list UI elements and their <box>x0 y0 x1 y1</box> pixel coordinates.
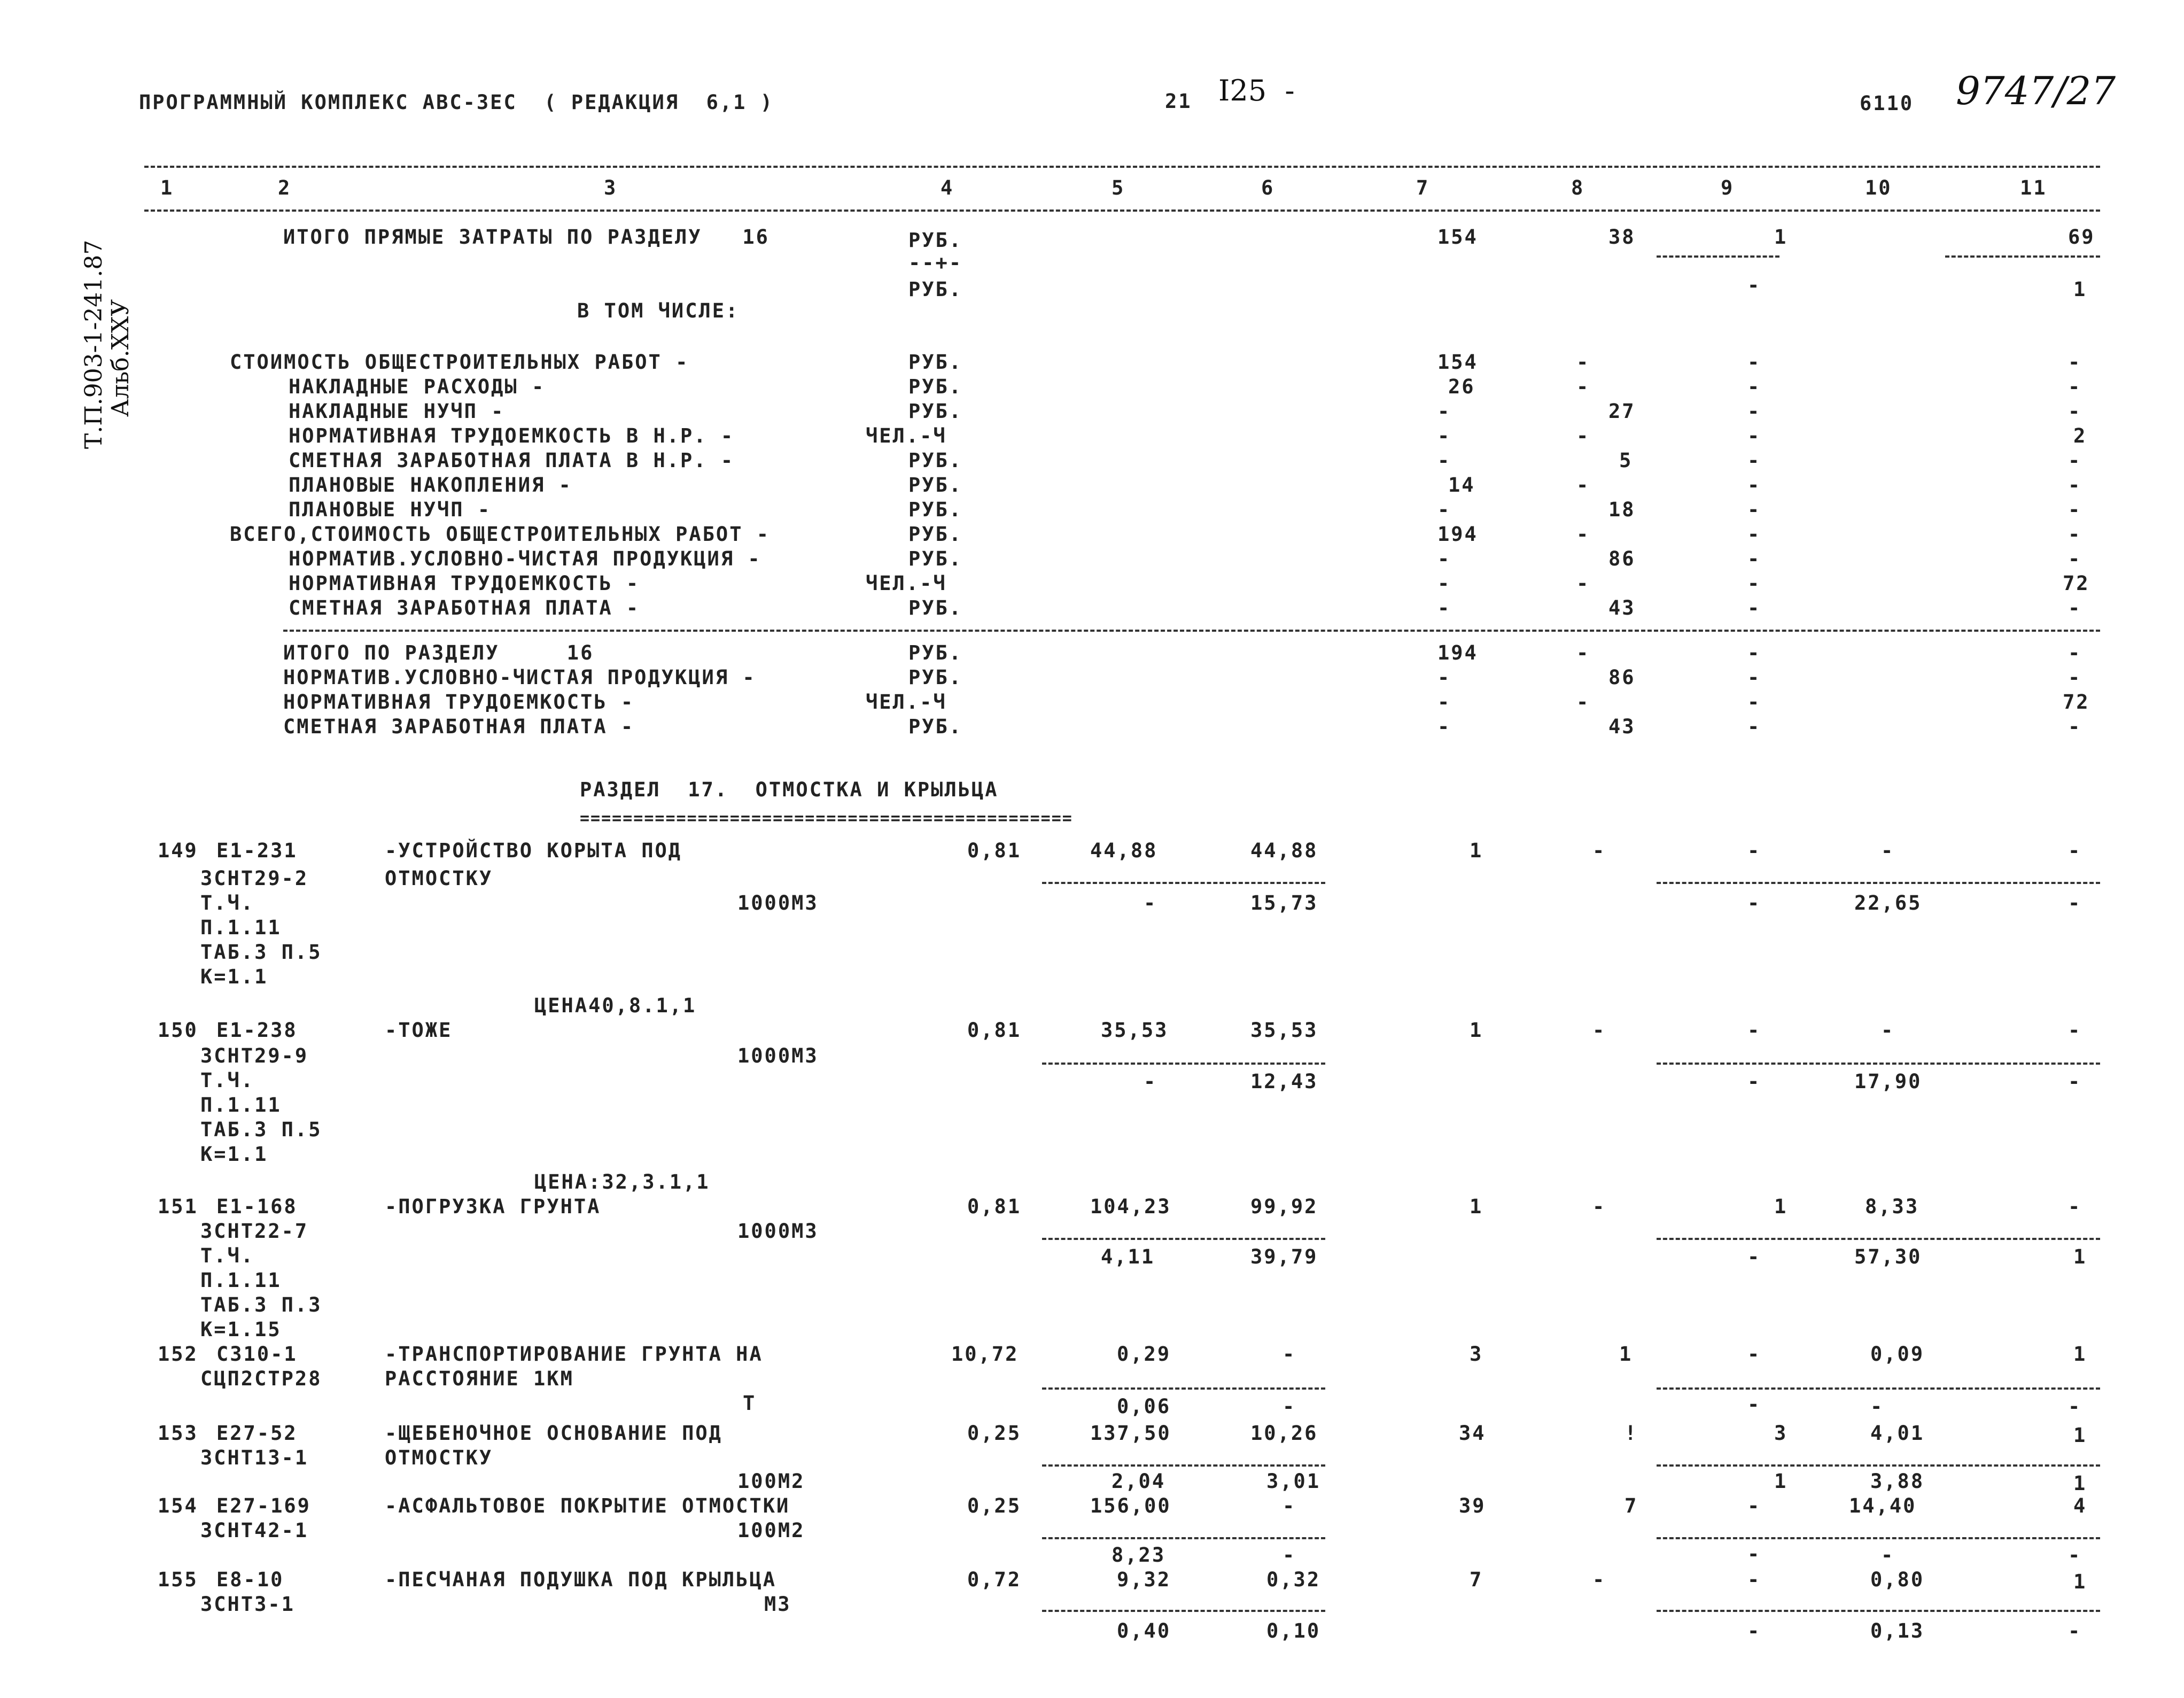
entry-c10-sub: 57,30 <box>1854 1245 1922 1268</box>
cost-line-label: ПЛАНОВЫЕ НУЧП - <box>289 498 492 521</box>
album-stamp <box>80 203 139 449</box>
entry-c8: 7 <box>1625 1494 1638 1517</box>
col-header-3: 3 <box>604 176 618 199</box>
unit: РУБ. <box>908 666 963 689</box>
unit: РУБ. <box>908 641 963 664</box>
program-title: ПРОГРАММНЫЙ КОМПЛЕКС АВС-ЗЕС ( РЕДАКЦИЯ 6,1 ) <box>139 91 774 114</box>
entry-c10: 0,09 <box>1870 1343 1925 1366</box>
entry-c11: - <box>2068 839 2082 862</box>
cell-c7: - <box>1437 691 1451 714</box>
entry-basis: ЗСНТ22-7 <box>200 1220 309 1243</box>
cost-line-label: НОРМАТИВНАЯ ТРУДОЕМКОСТЬ - <box>283 691 635 714</box>
cost-line-label: ВСЕГО,СТОИМОСТЬ ОБЩЕСТРОИТЕЛЬНЫХ РАБОТ - <box>230 523 771 546</box>
entry-description: -УСТРОЙСТВО КОРЫТА ПОД <box>385 839 682 862</box>
entry-quantity: 0,25 <box>967 1494 1022 1517</box>
entry-c10-sub: 3,88 <box>1870 1470 1925 1493</box>
entry-c5: 9,32 <box>1117 1568 1171 1591</box>
cell-c9: - <box>1747 596 1761 619</box>
cell-c8: 86 <box>1608 666 1636 689</box>
cell-c8: 5 <box>1619 449 1633 472</box>
cell-c8: - <box>1576 474 1590 497</box>
entry-c6-sub: 12,43 <box>1250 1070 1318 1093</box>
entry-c11: - <box>2068 1019 2082 1042</box>
unit: РУБ. <box>908 278 963 301</box>
entry-c11: 1 <box>2073 1424 2087 1447</box>
unit: РУБ. <box>908 375 963 398</box>
entry-c5-sub: 4,11 <box>1101 1245 1155 1268</box>
col-header-6: 6 <box>1261 176 1275 199</box>
unit: РУБ. <box>908 229 963 252</box>
entry-c5-sub: - <box>1144 891 1157 914</box>
cell-c7: - <box>1437 498 1451 521</box>
entry-basis: ЗСНТ29-2 <box>200 867 309 890</box>
entry-note: П.1.11 <box>200 1269 282 1292</box>
entry-c8: - <box>1592 1019 1606 1042</box>
entry-c7: 1 <box>1470 839 1483 862</box>
cell-c8: 86 <box>1608 547 1636 570</box>
rule <box>1042 1063 1325 1065</box>
cost-line-label: ПЛАНОВЫЕ НАКОПЛЕНИЯ - <box>289 474 572 497</box>
entry-note: Т.Ч. <box>200 891 255 914</box>
entry-code: Е8-10 <box>216 1568 284 1591</box>
cell-c11: - <box>2068 596 2082 619</box>
entry-c10: - <box>1881 1019 1895 1042</box>
cost-line-label: СМЕТНАЯ ЗАРАБОТНАЯ ПЛАТА - <box>289 596 640 619</box>
header-bottom-rule <box>144 210 2100 212</box>
entry-c8: - <box>1592 1195 1606 1218</box>
unit: ЧЕЛ.-Ч <box>866 691 947 714</box>
unit-separator: --+- <box>908 251 963 274</box>
cell-c8: 43 <box>1608 715 1636 738</box>
handwritten-reference: 9747/27 <box>1956 68 2116 113</box>
entry-c5: 35,53 <box>1101 1019 1169 1042</box>
entry-c6: 99,92 <box>1250 1195 1318 1218</box>
entry-c6: 10,26 <box>1250 1422 1318 1445</box>
cost-line-label: НОРМАТИВ.УСЛОВНО-ЧИСТАЯ ПРОДУКЦИЯ - <box>283 666 756 689</box>
entry-unit: 100М2 <box>737 1519 805 1542</box>
entry-unit: Т <box>743 1392 757 1415</box>
col-header-10: 10 <box>1865 176 1892 199</box>
entry-c9-sub: - <box>1747 1245 1761 1268</box>
rule <box>1042 1387 1325 1390</box>
cell-c11: - <box>2068 666 2082 689</box>
entry-c8: ! <box>1625 1422 1638 1445</box>
entry-c5: 44,88 <box>1090 839 1158 862</box>
entry-c6-sub: 39,79 <box>1250 1245 1318 1268</box>
entry-note: К=1.1 <box>200 1143 268 1166</box>
entry-number: 152 <box>158 1343 198 1366</box>
col-header-2: 2 <box>278 176 292 199</box>
cell-c7: 194 <box>1437 523 1478 546</box>
unit: ЧЕЛ.-Ч <box>866 572 947 595</box>
entry-note: П.1.11 <box>200 1094 282 1117</box>
cell-c9: - <box>1747 375 1761 398</box>
rule <box>1657 1387 2100 1390</box>
unit: РУБ. <box>908 400 963 423</box>
page-number: I25 - <box>1218 74 1295 107</box>
rule <box>1657 255 1779 258</box>
cost-line-label: НОРМАТИВ.УСЛОВНО-ЧИСТАЯ ПРОДУКЦИЯ - <box>289 547 761 570</box>
entry-c9: - <box>1747 1494 1761 1517</box>
cell-c9: - <box>1747 715 1761 738</box>
entry-c9-sub: - <box>1747 1619 1761 1642</box>
entry-c10: 4,01 <box>1870 1422 1925 1445</box>
rule <box>1657 1063 2100 1065</box>
entry-quantity: 0,25 <box>967 1422 1022 1445</box>
cell-c9: - <box>1747 523 1761 546</box>
rule <box>1657 1610 2100 1612</box>
entry-code: Е1-231 <box>216 839 298 862</box>
page-mark: 21 <box>1165 90 1192 113</box>
entry-basis: ЗСНТ42-1 <box>200 1519 309 1542</box>
unit: РУБ. <box>908 474 963 497</box>
entry-c6-sub: - <box>1283 1395 1296 1418</box>
cell-c8: - <box>1576 351 1590 374</box>
entry-description: ОТМОСТКУ <box>385 1446 493 1469</box>
cell-c11: - <box>2068 715 2082 738</box>
cell-c8: 43 <box>1608 596 1636 619</box>
cell-c11: - <box>2068 474 2082 497</box>
entry-c5-sub: 8,23 <box>1112 1544 1166 1567</box>
rule <box>1042 1537 1325 1539</box>
entry-description: -ТОЖЕ <box>385 1019 453 1042</box>
cell-c11: - <box>2068 351 2082 374</box>
entry-number: 154 <box>158 1494 198 1517</box>
entry-c9: 3 <box>1774 1422 1788 1445</box>
entry-c5-sub: 2,04 <box>1112 1470 1166 1493</box>
entry-c8: - <box>1592 839 1606 862</box>
entry-quantity: 0,72 <box>967 1568 1022 1591</box>
cell-c11: - <box>2068 449 2082 472</box>
cell-c11: - <box>2068 375 2082 398</box>
total-direct-costs-label: ИТОГО ПРЯМЫЕ ЗАТРАТЫ ПО РАЗДЕЛУ 16 <box>283 226 770 249</box>
entry-c11-sub: - <box>2068 1395 2082 1418</box>
cell-c11: - <box>2068 400 2082 423</box>
cell-c11: - <box>2068 523 2082 546</box>
entry-c10-sub: 22,65 <box>1854 891 1922 914</box>
entry-c11: 4 <box>2073 1494 2087 1517</box>
entry-note: ТАБ.3 П.5 <box>200 941 322 964</box>
entry-c9: - <box>1747 1019 1761 1042</box>
cell-c8: - <box>1576 523 1590 546</box>
section-17-underline: ============================================== <box>580 809 1073 828</box>
entry-note: Т.Ч. <box>200 1069 255 1092</box>
cell-c9: - <box>1747 498 1761 521</box>
entry-description: ОТМОСТКУ <box>385 867 493 890</box>
unit: РУБ. <box>908 523 963 546</box>
entry-description: РАССТОЯНИЕ 1КМ <box>385 1367 574 1390</box>
rule <box>1657 882 2100 884</box>
entry-c9-sub: - <box>1747 1070 1761 1093</box>
cell-c7: - <box>1437 424 1451 447</box>
entry-c9: - <box>1747 839 1761 862</box>
cell-c9: - <box>1747 547 1761 570</box>
entry-unit: 1000М3 <box>737 1044 819 1067</box>
cell-c8: 18 <box>1608 498 1636 521</box>
cell-c8: 27 <box>1608 400 1636 423</box>
cell-c9: - <box>1747 424 1761 447</box>
entry-c7: 34 <box>1459 1422 1486 1445</box>
unit: ЧЕЛ.-Ч <box>866 424 947 447</box>
cell-c11: - <box>2068 498 2082 521</box>
entry-c9-sub: 1 <box>1774 1470 1788 1493</box>
entry-code: Е1-238 <box>216 1019 298 1042</box>
entry-c11-sub: 1 <box>2073 1472 2087 1495</box>
entry-c6: 35,53 <box>1250 1019 1318 1042</box>
unit: РУБ. <box>908 449 963 472</box>
cost-line-label: СТОИМОСТЬ ОБЩЕСТРОИТЕЛЬНЫХ РАБОТ - <box>230 351 689 374</box>
entry-quantity: 10,72 <box>951 1343 1019 1366</box>
entry-c10: 8,33 <box>1865 1195 1919 1218</box>
cost-line-label: НОРМАТИВНАЯ ТРУДОЕМКОСТЬ - <box>289 572 640 595</box>
entry-note: ТАБ.3 П.5 <box>200 1118 322 1141</box>
entry-c11-sub: - <box>2068 1619 2082 1642</box>
rule <box>1042 1610 1325 1612</box>
entry-c9-sub: - <box>1747 891 1761 914</box>
entry-c5-sub: 0,06 <box>1117 1395 1171 1418</box>
entry-c6: - <box>1283 1343 1296 1366</box>
cell-c8: - <box>1576 641 1590 664</box>
rule <box>1042 882 1325 884</box>
entry-c6: - <box>1283 1494 1296 1517</box>
entry-c5-sub: 0,40 <box>1117 1619 1171 1642</box>
cell-c11: 72 <box>2063 691 2090 714</box>
unit: РУБ. <box>908 715 963 738</box>
rule <box>1042 1464 1325 1467</box>
entry-unit: 1000М3 <box>737 891 819 914</box>
cell-c11: 2 <box>2073 424 2087 447</box>
entry-c10: 14,40 <box>1849 1494 1917 1517</box>
cell-c11: 72 <box>2063 572 2090 595</box>
entry-note: К=1.1 <box>200 965 268 988</box>
entry-note: П.1.11 <box>200 916 282 939</box>
entry-quantity: 0,81 <box>967 1195 1022 1218</box>
cell-c7: - <box>1437 666 1451 689</box>
entry-price-note: ЦЕНА:32,3.1,1 <box>534 1170 710 1193</box>
entry-unit: 100М2 <box>737 1470 805 1493</box>
cell-c8: - <box>1576 375 1590 398</box>
cell-c7: - <box>1437 715 1451 738</box>
cell-c9: - <box>1747 351 1761 374</box>
rule <box>1657 1464 2100 1467</box>
entry-quantity: 0,81 <box>967 839 1022 862</box>
entry-c11-sub: 1 <box>2073 1245 2087 1268</box>
unit: РУБ. <box>908 498 963 521</box>
rule <box>1657 1537 2100 1539</box>
entry-c6-sub: 15,73 <box>1250 891 1318 914</box>
entry-c5: 137,50 <box>1090 1422 1171 1445</box>
cell-c7: 26 <box>1448 375 1475 398</box>
entry-c11-sub: - <box>2068 1070 2082 1093</box>
entry-code: С310-1 <box>216 1343 298 1366</box>
entry-number: 149 <box>158 839 198 862</box>
table-top-rule <box>144 166 2100 168</box>
entry-code: Е27-169 <box>216 1494 311 1517</box>
cell-c8: - <box>1576 572 1590 595</box>
entry-c10: - <box>1881 839 1895 862</box>
cell-c7: - <box>1437 449 1451 472</box>
entry-c6-sub: 3,01 <box>1266 1470 1321 1493</box>
entry-description: -ТРАНСПОРТИРОВАНИЕ ГРУНТА НА <box>385 1343 763 1366</box>
cell-c11: 1 <box>2073 278 2087 301</box>
cell-c9: - <box>1747 641 1761 664</box>
cell-c8: 38 <box>1608 226 1636 249</box>
rule <box>1945 255 2100 258</box>
entry-number: 155 <box>158 1568 198 1591</box>
cell-c9: - <box>1747 691 1761 714</box>
entry-c5: 156,00 <box>1090 1494 1171 1517</box>
col-header-8: 8 <box>1571 176 1585 199</box>
cell-c7: 14 <box>1448 474 1475 497</box>
col-header-4: 4 <box>941 176 954 199</box>
cell-c11: 69 <box>2068 226 2095 249</box>
entry-c10-sub: - <box>1870 1395 1884 1418</box>
entry-c7: 3 <box>1470 1343 1483 1366</box>
col-header-11: 11 <box>2020 176 2047 199</box>
entry-description: -АСФАЛЬТОВОЕ ПОКРЫТИЕ ОТМОСТКИ <box>385 1494 790 1517</box>
cell-c9: 1 <box>1774 226 1788 249</box>
entry-c7: 1 <box>1470 1195 1483 1218</box>
entry-c9-sub: - <box>1747 1542 1761 1565</box>
entry-c8: 1 <box>1619 1343 1633 1366</box>
entry-note: Т.Ч. <box>200 1244 255 1267</box>
stamp-line-2: Альб.ХХУ <box>107 299 134 417</box>
entry-c10-sub: - <box>1881 1544 1895 1567</box>
cell-c11: - <box>2068 547 2082 570</box>
unit: РУБ. <box>908 351 963 374</box>
entry-c6-sub: - <box>1283 1544 1296 1567</box>
entry-code: Е27-52 <box>216 1422 298 1445</box>
entry-c9: - <box>1747 1568 1761 1591</box>
entry-basis: ЗСНТ3-1 <box>200 1593 295 1616</box>
entry-c10-sub: 17,90 <box>1854 1070 1922 1093</box>
entry-c11-sub: - <box>2068 891 2082 914</box>
cell-c7: 154 <box>1437 226 1478 249</box>
entry-c6: 44,88 <box>1250 839 1318 862</box>
cell-c7: 154 <box>1437 351 1478 374</box>
entry-basis: ЗСНТ13-1 <box>200 1446 309 1469</box>
entry-unit: М3 <box>764 1593 791 1616</box>
entry-note: ТАБ.3 П.3 <box>200 1293 322 1316</box>
cell-c8: - <box>1576 691 1590 714</box>
document-code: 6110 <box>1860 92 1914 115</box>
entry-c5-sub: - <box>1144 1070 1157 1093</box>
entry-description: -ЩЕБЕНОЧНОЕ ОСНОВАНИЕ ПОД <box>385 1422 722 1445</box>
entry-basis: ЗСНТ29-9 <box>200 1044 309 1067</box>
cell-c9: - <box>1747 449 1761 472</box>
unit: РУБ. <box>908 596 963 619</box>
entry-c9: - <box>1747 1343 1761 1366</box>
cell-c8: - <box>1576 424 1590 447</box>
entry-c8: - <box>1592 1568 1606 1591</box>
including-heading: В ТОМ ЧИСЛЕ: <box>577 299 740 322</box>
entry-c5: 104,23 <box>1090 1195 1171 1218</box>
cell-c9: - <box>1747 474 1761 497</box>
cell-c9: - <box>1747 400 1761 423</box>
stamp-line-1: Т.П.903-1-241.87 <box>80 239 107 449</box>
entry-c5: 0,29 <box>1117 1343 1171 1366</box>
entry-description: -ПОГРУЗКА ГРУНТА <box>385 1195 601 1218</box>
cell-c7: - <box>1437 400 1451 423</box>
cost-line-label: СМЕТНАЯ ЗАРАБОТНАЯ ПЛАТА - <box>283 715 635 738</box>
cell-c9: - <box>1747 666 1761 689</box>
rule <box>1042 1238 1325 1240</box>
entry-description: -ПЕСЧАНАЯ ПОДУШКА ПОД КРЫЛЬЦА <box>385 1568 777 1591</box>
col-header-5: 5 <box>1112 176 1125 199</box>
entry-c9: 1 <box>1774 1195 1788 1218</box>
entry-number: 151 <box>158 1195 198 1218</box>
entry-c7: 7 <box>1470 1568 1483 1591</box>
cost-line-label: СМЕТНАЯ ЗАРАБОТНАЯ ПЛАТА В Н.Р. - <box>289 449 735 472</box>
col-header-1: 1 <box>160 176 174 199</box>
cost-line-label: НОРМАТИВНАЯ ТРУДОЕМКОСТЬ В Н.Р. - <box>289 424 735 447</box>
section-17-title: РАЗДЕЛ 17. ОТМОСТКА И КРЫЛЬЦА <box>580 778 999 801</box>
entry-code: Е1-168 <box>216 1195 298 1218</box>
section-total-label: ИТОГО ПО РАЗДЕЛУ 16 <box>283 641 594 664</box>
entry-c11: 1 <box>2073 1570 2087 1593</box>
entry-c10: 0,80 <box>1870 1568 1925 1591</box>
entry-c11: - <box>2068 1195 2082 1218</box>
entry-c11-sub: - <box>2068 1544 2082 1567</box>
cell-c9: - <box>1747 572 1761 595</box>
entry-c7: 39 <box>1459 1494 1486 1517</box>
cost-line-label: НАКЛАДНЫЕ НУЧП - <box>289 400 505 423</box>
entry-c7: 1 <box>1470 1019 1483 1042</box>
entry-note: К=1.15 <box>200 1318 282 1341</box>
cell-c7: 194 <box>1437 641 1478 664</box>
col-header-9: 9 <box>1721 176 1735 199</box>
section-total-rule <box>283 630 2100 632</box>
cell-c7: - <box>1437 547 1451 570</box>
entry-c6: 0,32 <box>1266 1568 1321 1591</box>
entry-number: 153 <box>158 1422 198 1445</box>
entry-basis: СЦП2СТР28 <box>200 1367 322 1390</box>
cost-line-label: НАКЛАДНЫЕ РАСХОДЫ - <box>289 375 546 398</box>
entry-number: 150 <box>158 1019 198 1042</box>
cell-c9: - <box>1747 274 1761 297</box>
entry-c9-sub: - <box>1747 1393 1761 1416</box>
unit: РУБ. <box>908 547 963 570</box>
entry-quantity: 0,81 <box>967 1019 1022 1042</box>
col-header-7: 7 <box>1416 176 1430 199</box>
entry-c10-sub: 0,13 <box>1870 1619 1925 1642</box>
rule <box>1657 1238 2100 1240</box>
cell-c7: - <box>1437 572 1451 595</box>
entry-c6-sub: 0,10 <box>1266 1619 1321 1642</box>
cell-c11: - <box>2068 641 2082 664</box>
entry-c11: 1 <box>2073 1343 2087 1366</box>
entry-unit: 1000М3 <box>737 1220 819 1243</box>
cell-c7: - <box>1437 596 1451 619</box>
entry-price-note: ЦЕНА40,8.1,1 <box>534 994 697 1017</box>
